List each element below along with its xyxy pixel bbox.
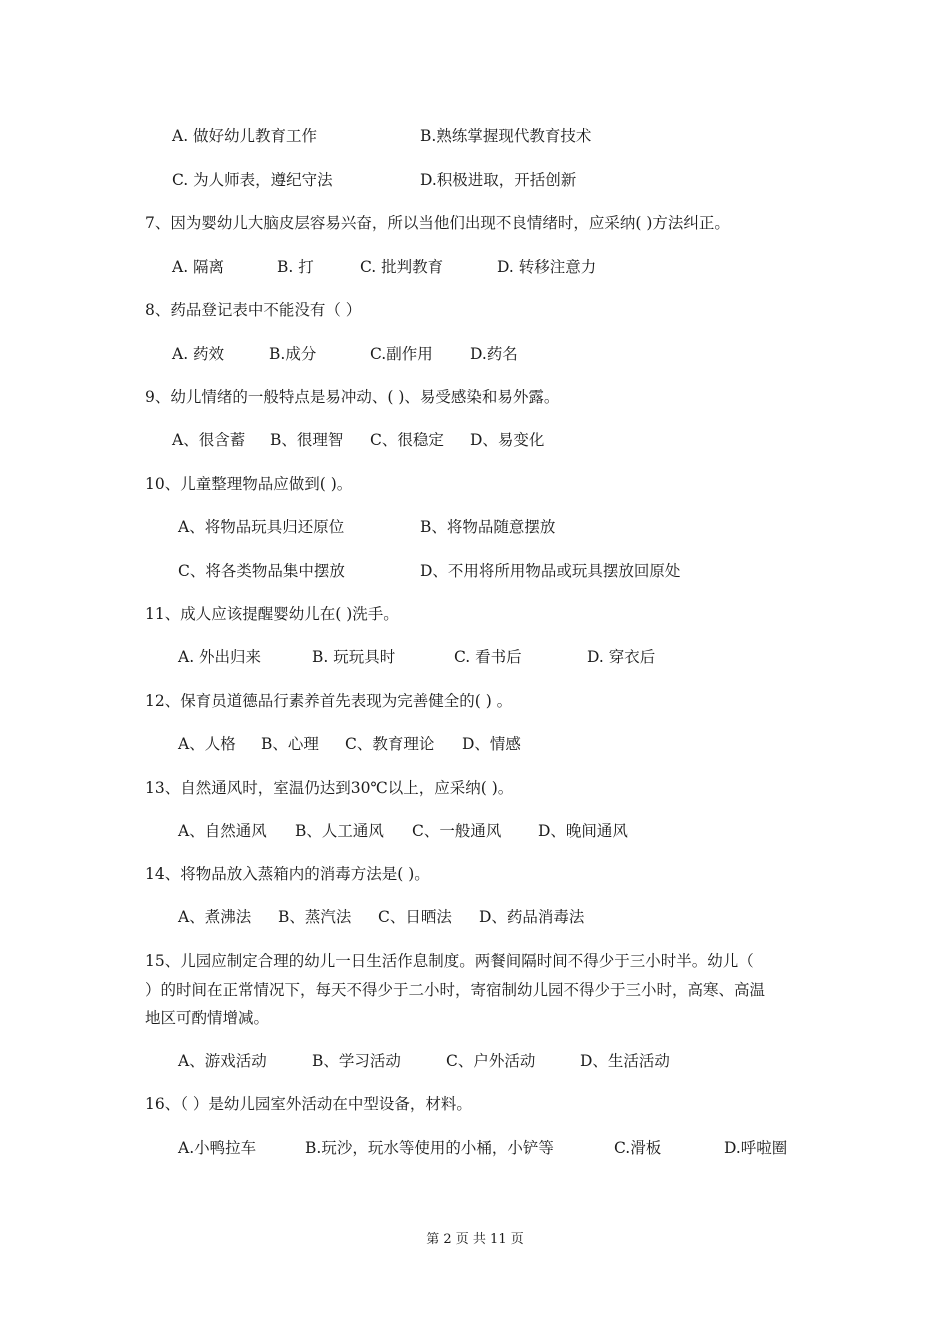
q9-option-b: B、很理智 <box>270 431 344 449</box>
q10-option-d: D、不用将所用物品或玩具摆放回原处 <box>420 562 681 580</box>
question-16: 16、（ ）是幼儿园室外活动在中型设备，材料。 <box>145 1095 472 1113</box>
question-14: 14、将物品放入蒸箱内的消毒方法是( )。 <box>145 865 430 883</box>
q10-option-b: B、将物品随意摆放 <box>420 518 556 536</box>
q8-option-d: D.药名 <box>470 345 518 363</box>
q11-option-a: A. 外出归来 <box>178 648 262 666</box>
q16-option-b: B.玩沙，玩水等使用的小桶，小铲等 <box>305 1139 554 1157</box>
q12-option-b: B、心理 <box>261 735 319 753</box>
q12-option-a: A、人格 <box>178 735 236 753</box>
q9-option-a: A、很含蓄 <box>172 431 246 449</box>
q15-option-d: D、生活活动 <box>580 1052 670 1070</box>
q14-option-b: B、蒸汽法 <box>278 908 352 926</box>
q7-option-c: C. 批判教育 <box>360 258 444 276</box>
q15-option-b: B、学习活动 <box>312 1052 401 1070</box>
question-10: 10、儿童整理物品应做到( )。 <box>145 475 353 493</box>
q6-option-c: C. 为人师表，遵纪守法 <box>172 171 333 189</box>
q16-option-d: D.呼啦圈 <box>724 1139 788 1157</box>
q9-option-d: D、易变化 <box>470 431 545 449</box>
q16-option-c: C.滑板 <box>614 1139 662 1157</box>
question-12: 12、保育员道德品行素养首先表现为完善健全的( ) 。 <box>145 692 513 710</box>
question-15-line-3: 地区可酌情增减。 <box>145 1009 270 1027</box>
question-15-line-2: ）的时间在正常情况下，每天不得少于二小时，寄宿制幼儿园不得少于三小时，高寒、高温 <box>145 981 766 999</box>
question-15-line-1: 15、儿园应制定合理的幼儿一日生活作息制度。两餐间隔时间不得少于三小时半。幼儿（ <box>145 952 754 970</box>
question-13: 13、自然通风时，室温仍达到30℃以上，应采纳( )。 <box>145 779 514 797</box>
q6-option-d: D.积极进取，开括创新 <box>420 171 577 189</box>
q10-option-a: A、将物品玩具归还原位 <box>178 518 345 536</box>
q10-option-c: C、将各类物品集中摆放 <box>178 562 345 580</box>
q12-option-c: C、教育理论 <box>345 735 435 753</box>
q14-option-a: A、煮沸法 <box>178 908 252 926</box>
q16-option-a: A.小鸭拉车 <box>178 1139 257 1157</box>
q7-option-d: D. 转移注意力 <box>497 258 597 276</box>
q8-option-b: B.成分 <box>269 345 317 363</box>
page-number-footer: 第 2 页 共 11 页 <box>426 1232 524 1247</box>
q14-option-c: C、日晒法 <box>378 908 452 926</box>
q8-option-a: A. 药效 <box>172 345 225 363</box>
q15-option-c: C、户外活动 <box>446 1052 536 1070</box>
q7-option-a: A. 隔离 <box>172 258 225 276</box>
q7-option-b: B. 打 <box>277 258 314 276</box>
q13-option-b: B、人工通风 <box>295 822 384 840</box>
q14-option-d: D、药品消毒法 <box>479 908 585 926</box>
q13-option-a: A、自然通风 <box>178 822 267 840</box>
q6-option-a: A. 做好幼儿教育工作 <box>172 127 318 145</box>
question-9: 9、幼儿情绪的一般特点是易冲动、( )、易受感染和易外露。 <box>145 388 560 406</box>
question-7: 7、因为婴幼儿大脑皮层容易兴奋，所以当他们出现不良情绪时，应采纳( )方法纠正。 <box>145 214 730 232</box>
q13-option-c: C、一般通风 <box>412 822 502 840</box>
q11-option-d: D. 穿衣后 <box>587 648 656 666</box>
q12-option-d: D、情感 <box>462 735 521 753</box>
q13-option-d: D、晚间通风 <box>538 822 628 840</box>
question-11: 11、成人应该提醒婴幼儿在( )洗手。 <box>145 605 399 623</box>
q11-option-b: B. 玩玩具时 <box>312 648 396 666</box>
q11-option-c: C. 看书后 <box>454 648 522 666</box>
question-8: 8、药品登记表中不能没有（ ） <box>145 301 362 319</box>
q6-option-b: B.熟练掌握现代教育技术 <box>420 127 592 145</box>
q15-option-a: A、游戏活动 <box>178 1052 267 1070</box>
q9-option-c: C、很稳定 <box>370 431 444 449</box>
q8-option-c: C.副作用 <box>370 345 433 363</box>
